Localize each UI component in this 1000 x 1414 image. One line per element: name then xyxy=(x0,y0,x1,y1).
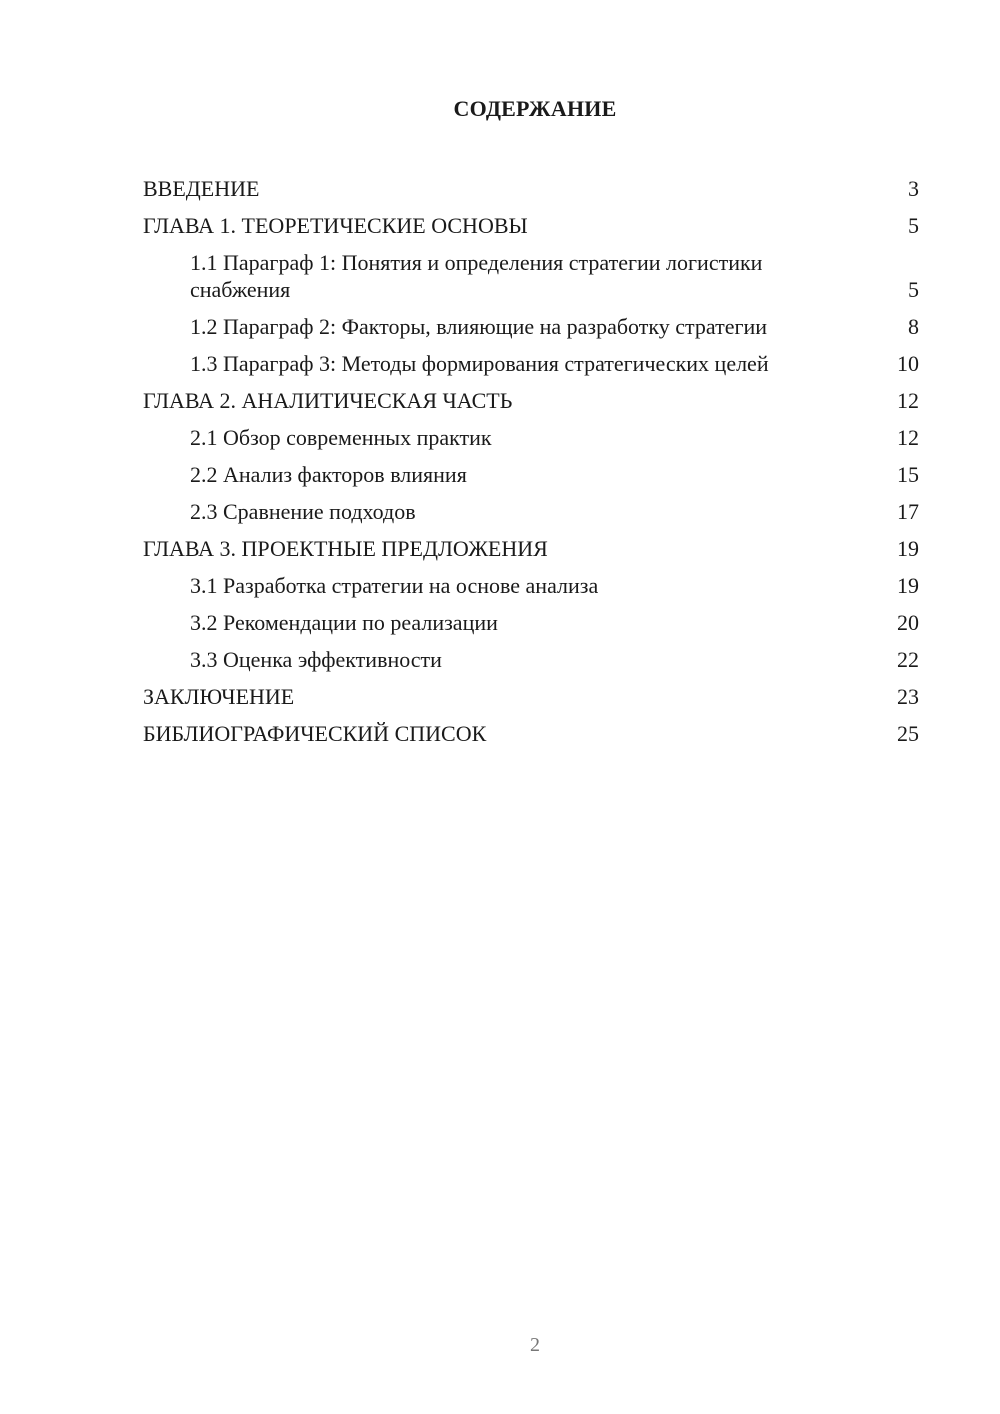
toc-entry-section-2-1[interactable] xyxy=(143,419,919,456)
toc-entry-page: 10 xyxy=(897,351,919,376)
toc-entry-text: 2.2 Анализ факторов влияния xyxy=(190,462,467,487)
page-title: СОДЕРЖАНИЕ xyxy=(453,96,617,121)
toc-entry-text: 3.1 Разработка стратегии на основе анализа xyxy=(190,573,599,598)
toc-entry-text: БИБЛИОГРАФИЧЕСКИЙ СПИСОК xyxy=(143,721,487,746)
toc-entry-text: ГЛАВА 2. АНАЛИТИЧЕСКАЯ ЧАСТЬ xyxy=(143,388,513,413)
toc-entry-page: 3 xyxy=(908,176,919,201)
toc-entry-section-3-1[interactable] xyxy=(143,567,919,604)
toc-entry-page: 25 xyxy=(897,721,919,746)
toc-entry-page: 17 xyxy=(897,499,919,524)
toc-entry-text: 3.2 Рекомендации по реализации xyxy=(190,610,498,635)
toc-entry-text: 3.3 Оценка эффективности xyxy=(190,647,442,672)
toc-entry-text: 2.1 Обзор современных практик xyxy=(190,425,492,450)
toc-entry-page: 15 xyxy=(897,462,919,487)
toc-entry-text: 1.2 Параграф 2: Факторы, влияющие на разработку стратегии xyxy=(190,314,768,339)
toc-entry-text: ЗАКЛЮЧЕНИЕ xyxy=(143,684,295,709)
toc-entry-page: 12 xyxy=(897,388,919,413)
toc-entry-text: ГЛАВА 1. ТЕОРЕТИЧЕСКИЕ ОСНОВЫ xyxy=(143,213,528,238)
toc-entry-page: 23 xyxy=(897,684,919,709)
toc-entry-chapter-1[interactable] xyxy=(143,207,919,244)
toc-entry-page: 19 xyxy=(897,536,919,561)
toc-entry-bibliography[interactable] xyxy=(143,715,919,752)
toc-entry-text: ГЛАВА 3. ПРОЕКТНЫЕ ПРЕДЛОЖЕНИЯ xyxy=(143,536,548,561)
table-of-contents xyxy=(143,170,919,752)
toc-entry-introduction[interactable] xyxy=(143,170,919,207)
toc-entry-text: 1.1 Параграф 1: Понятия и определения стратегии логистики снабжения xyxy=(190,250,763,302)
toc-entry-page: 19 xyxy=(897,573,919,598)
toc-entry-conclusion[interactable] xyxy=(143,678,919,715)
toc-entry-page: 22 xyxy=(897,647,919,672)
toc-entry-section-2-2[interactable] xyxy=(143,456,919,493)
page-number: 2 xyxy=(530,1334,540,1356)
toc-entry-section-1-1[interactable] xyxy=(143,244,919,308)
toc-entry-chapter-3[interactable] xyxy=(143,530,919,567)
toc-entry-section-3-2[interactable] xyxy=(143,604,919,641)
toc-entry-section-2-3[interactable] xyxy=(143,493,919,530)
toc-entry-page: 20 xyxy=(897,610,919,635)
toc-entry-section-3-3[interactable] xyxy=(143,641,919,678)
toc-entry-section-1-3[interactable] xyxy=(143,345,919,382)
toc-entry-page: 5 xyxy=(908,277,919,302)
toc-entry-text: ВВЕДЕНИЕ xyxy=(143,176,260,201)
toc-entry-text: 2.3 Сравнение подходов xyxy=(190,499,416,524)
toc-entry-page: 12 xyxy=(897,425,919,450)
toc-entry-page: 8 xyxy=(908,314,919,339)
toc-entry-text: 1.3 Параграф 3: Методы формирования стратегических целей xyxy=(190,351,769,376)
toc-entry-chapter-2[interactable] xyxy=(143,382,919,419)
toc-entry-section-1-2[interactable] xyxy=(143,308,919,345)
toc-entry-page: 5 xyxy=(908,213,919,238)
